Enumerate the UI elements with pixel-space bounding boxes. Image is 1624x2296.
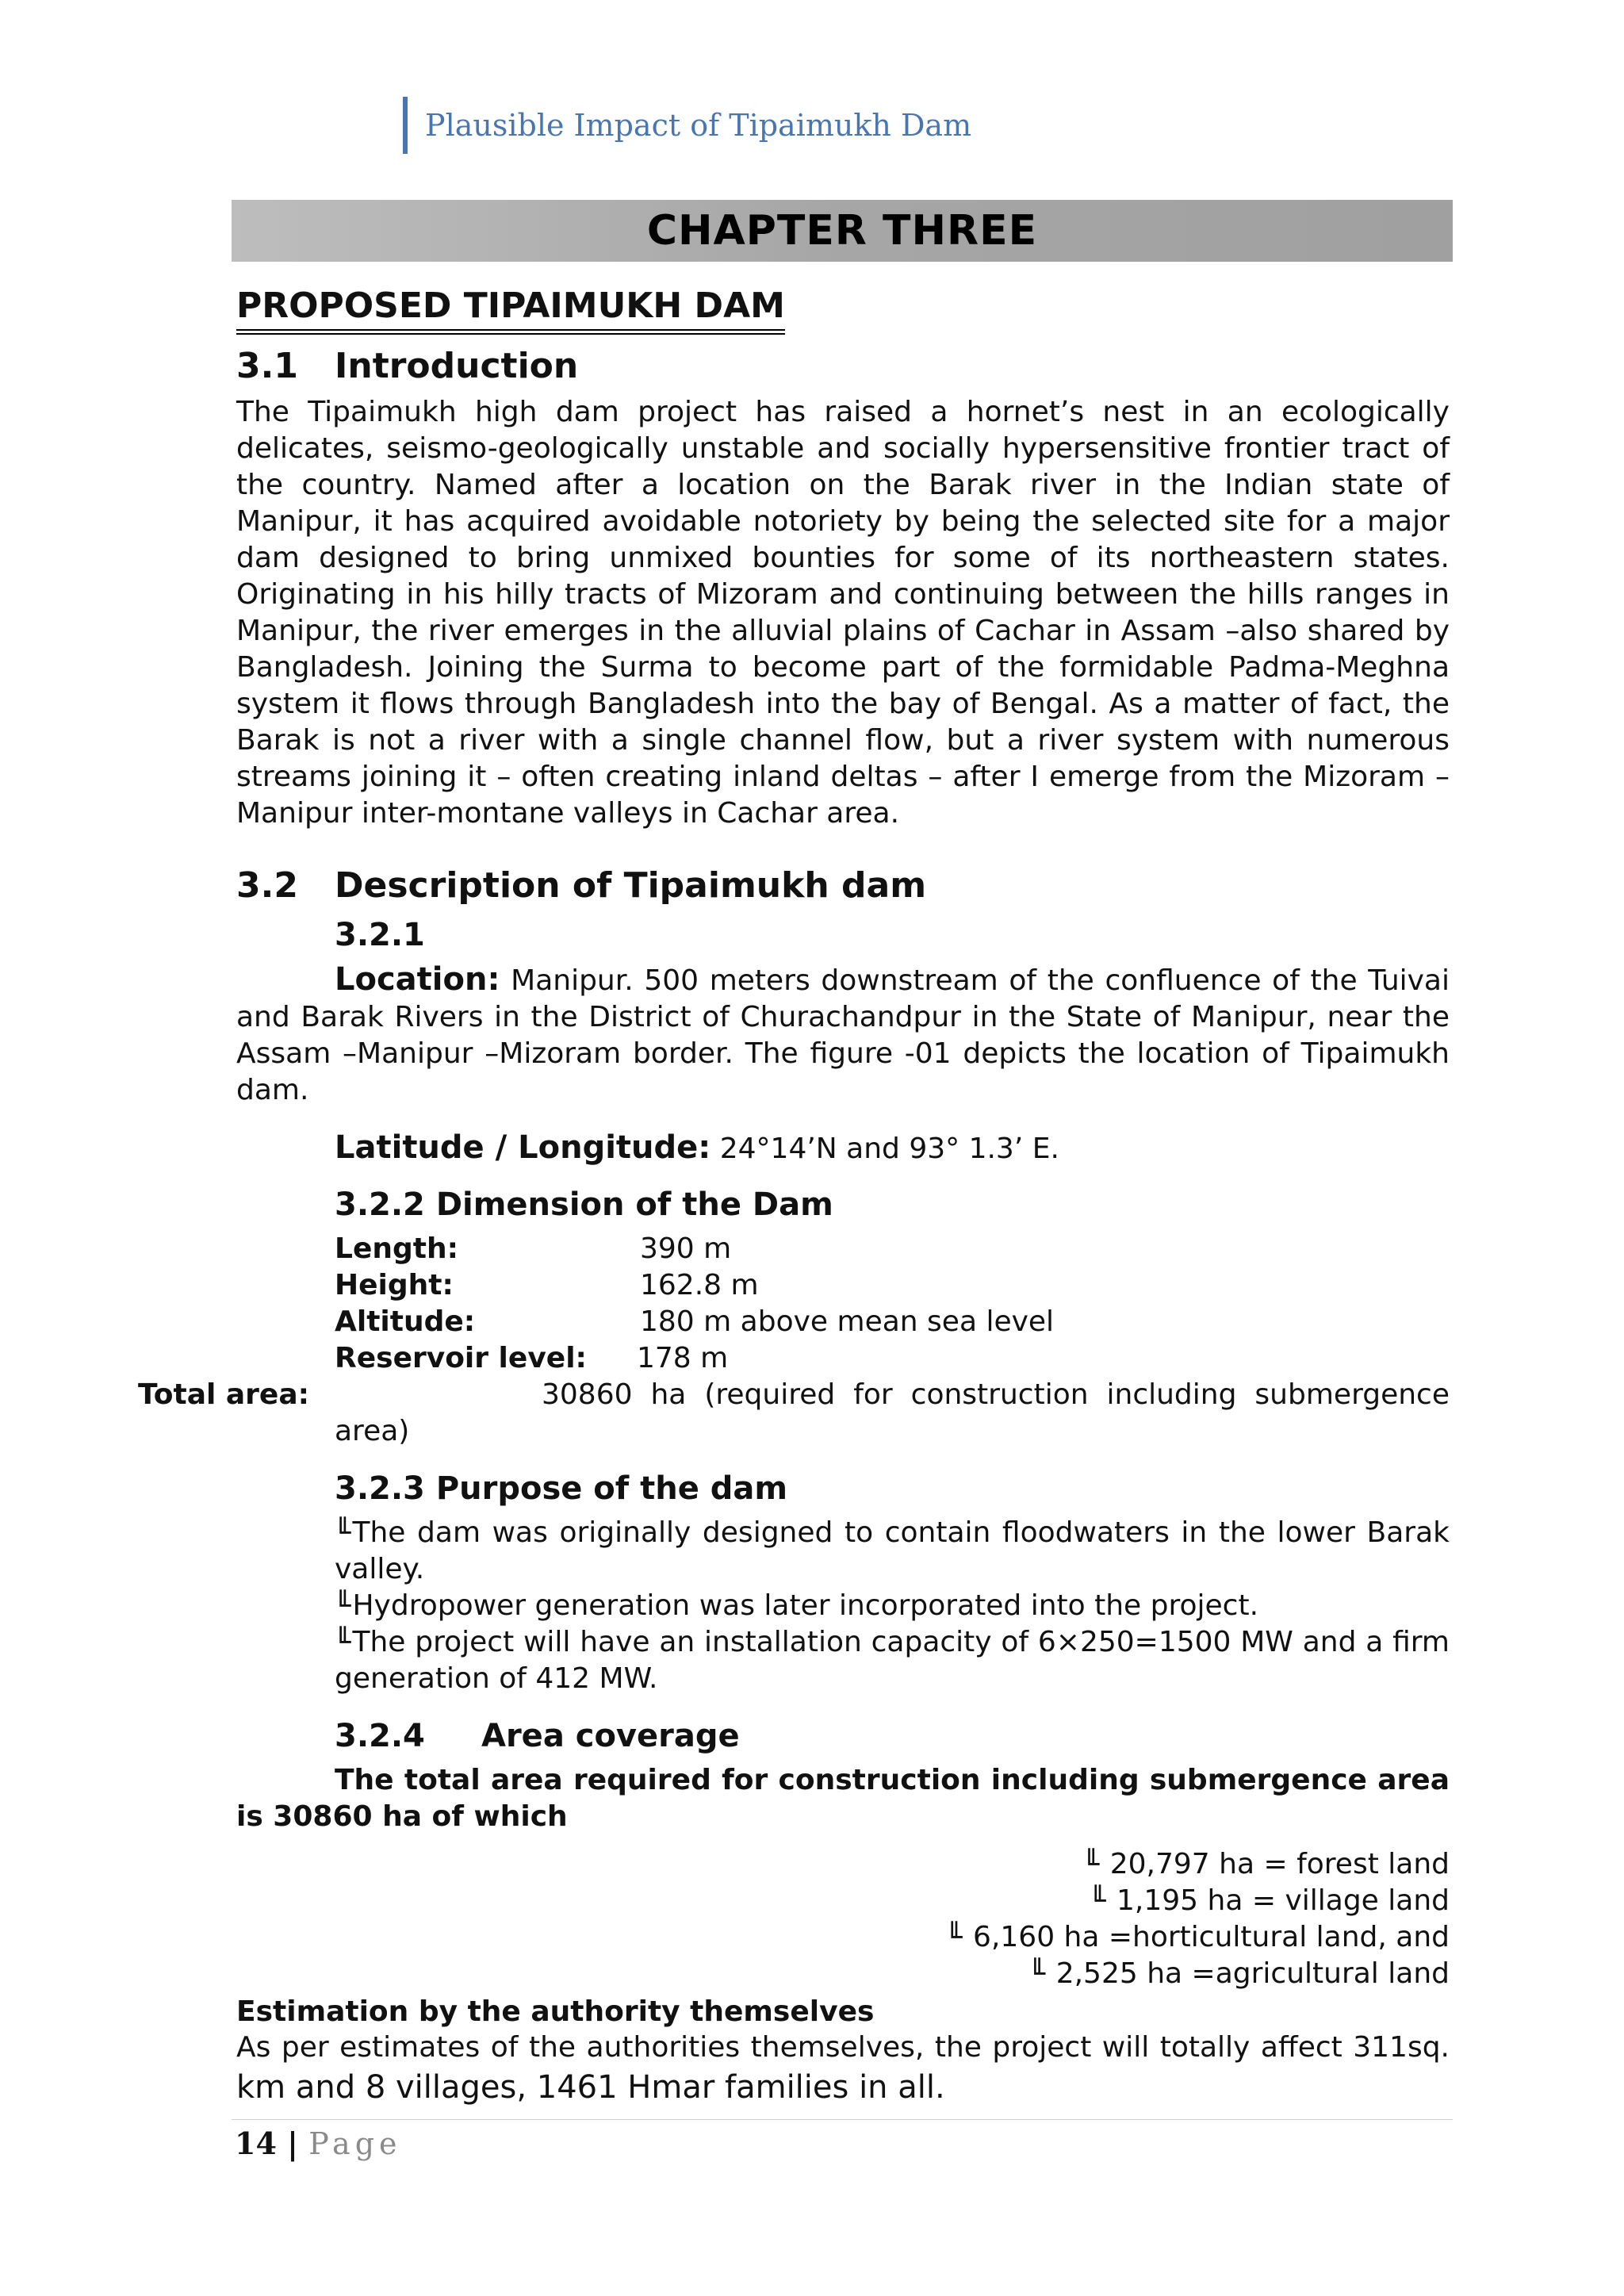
list-item: ╙The dam was originally designed to contain floodwaters in the lower Barak valley. <box>335 1516 1450 1585</box>
location-label: Location: <box>335 961 500 998</box>
section-title: Introduction <box>335 346 579 386</box>
bullet-icon: ╙ <box>335 1517 351 1549</box>
footer-divider <box>232 2119 1453 2120</box>
subsection-number: 3.2.4 <box>335 1718 425 1754</box>
lat-long-value: 24°14’N and 93° 1.3’ E. <box>710 1133 1059 1165</box>
bullet-icon: ╙ <box>335 1590 351 1622</box>
dimension-value: 180 m above mean sea level <box>640 1305 1055 1338</box>
bullet-icon: ╙ <box>1090 1885 1106 1917</box>
header-title: Plausible Impact of Tipaimukh Dam <box>425 108 972 143</box>
list-item: ╙ 6,160 ha =horticultural land, and <box>946 1921 1450 1953</box>
location-paragraph <box>236 961 1450 1109</box>
dimension-row <box>335 1267 1450 1304</box>
list-item: ╙ 20,797 ha = forest land <box>1082 1848 1450 1880</box>
list-item: ╙The project will have an installation capacity of 6×250=1500 MW and a firm generation of 412 MW. <box>335 1626 1450 1695</box>
page-content <box>138 286 1450 2109</box>
lat-long-label: Latitude / Longitude: <box>335 1129 711 1166</box>
dimension-row <box>335 1231 1450 1267</box>
dimension-table <box>335 1231 1450 1377</box>
section-title: Description of Tipaimukh dam <box>335 865 927 906</box>
dimension-value: 162.8 m <box>640 1269 759 1301</box>
bullet-icon: ╙ <box>1082 1849 1100 1880</box>
subsection-3-2-2: 3.2.2 Dimension of the Dam <box>335 1186 833 1223</box>
section-heading-3-2 <box>236 865 1450 906</box>
bullet-icon: ╙ <box>1028 1958 1046 1990</box>
subsection-3-2-1: 3.2.1 <box>335 917 425 953</box>
bullet-icon: ╙ <box>335 1627 351 1658</box>
list-item: ╙Hydropower generation was later incorporated into the project. <box>335 1589 1259 1622</box>
dimension-key: Altitude: <box>335 1305 476 1338</box>
estimation-title: Estimation by the authority themselves <box>236 1995 875 2028</box>
footer-separator: | <box>276 2125 309 2161</box>
subsection-title: Area coverage <box>481 1718 740 1754</box>
list-item: ╙ 2,525 ha =agricultural land <box>1028 1957 1450 1990</box>
subsection-3-2-4 <box>335 1718 1450 1754</box>
total-area-row <box>138 1377 1450 1450</box>
dimension-value: 178 m <box>637 1342 729 1374</box>
dimension-value: 390 m <box>640 1232 732 1265</box>
list-item: ╙ 1,195 ha = village land <box>1090 1884 1450 1917</box>
dimension-key: Total area: <box>138 1378 310 1411</box>
page-footer <box>235 2125 402 2161</box>
page-number: 14 <box>235 2125 277 2161</box>
dimension-key: Length: <box>335 1232 458 1265</box>
page-word: Page <box>308 2126 402 2161</box>
lat-long-line <box>335 1129 1450 1166</box>
chapter-title: CHAPTER THREE <box>646 207 1038 255</box>
purpose-list <box>335 1515 1450 1697</box>
running-header <box>403 97 971 154</box>
dimension-row <box>335 1304 1450 1340</box>
chapter-band <box>232 200 1453 262</box>
section-number: 3.1 <box>236 346 298 386</box>
section-heading-3-1 <box>236 346 1450 386</box>
subsection-3-2-3: 3.2.3 Purpose of the dam <box>335 1470 788 1507</box>
location-text: Manipur. 500 meters downstream of the confluence of the Tuivai and Barak Rivers in the District of Churachandpur in the State of Manipur, near the Assam –Manipur –Mizoram border. The figure -01 depicts the location of Tipaimukh dam. <box>236 964 1450 1106</box>
introduction-paragraph: The Tipaimukh high dam project has raised a hornet’s nest in an ecologically delicates, seismo-geologically unstable and socially hypersensitive frontier tract of the country. Named after a location on the Barak river in the Indian state of Manipur, it has acquired avoidable notoriety by being the selected site for a major dam designed to bring unmixed bounties for some of its northeastern states. Originating in his hilly tracts of Mizoram and continuing between the hills ranges in Manipur, the river emerges in the alluvial plains of Cachar in Assam –also shared by Bangladesh. Joining the Surma to become part of the formidable Padma-Meghna system it flows through Bangladesh into the bay of Bengal. As a matter of fact, the Barak is not a river with a single channel flow, but a river system with numerous streams joining it – often creating inland deltas – after I emerge from the Mizoram – Manipur inter-montane valleys in Cachar area. <box>236 396 1450 830</box>
dimension-row <box>335 1340 1450 1377</box>
main-title: PROPOSED TIPAIMUKH DAM <box>236 286 785 335</box>
dimension-value: 30860 ha (required for construction including submergence area) <box>335 1378 1450 1447</box>
dimension-key: Reservoir level: <box>335 1342 587 1374</box>
bullet-icon: ╙ <box>946 1922 963 1953</box>
section-number: 3.2 <box>236 865 298 906</box>
area-breakdown-list <box>236 1846 1450 1992</box>
dimension-key: Height: <box>335 1269 454 1301</box>
header-accent-bar <box>403 97 408 154</box>
estimation-paragraph: As per estimates of the authorities themselves, the project will totally affect 311sq. km and 8 villages, 1461 Hmar families in all. <box>236 2031 1450 2106</box>
area-intro: The total area required for construction including submergence area is 30860 ha of which <box>236 1764 1450 1833</box>
